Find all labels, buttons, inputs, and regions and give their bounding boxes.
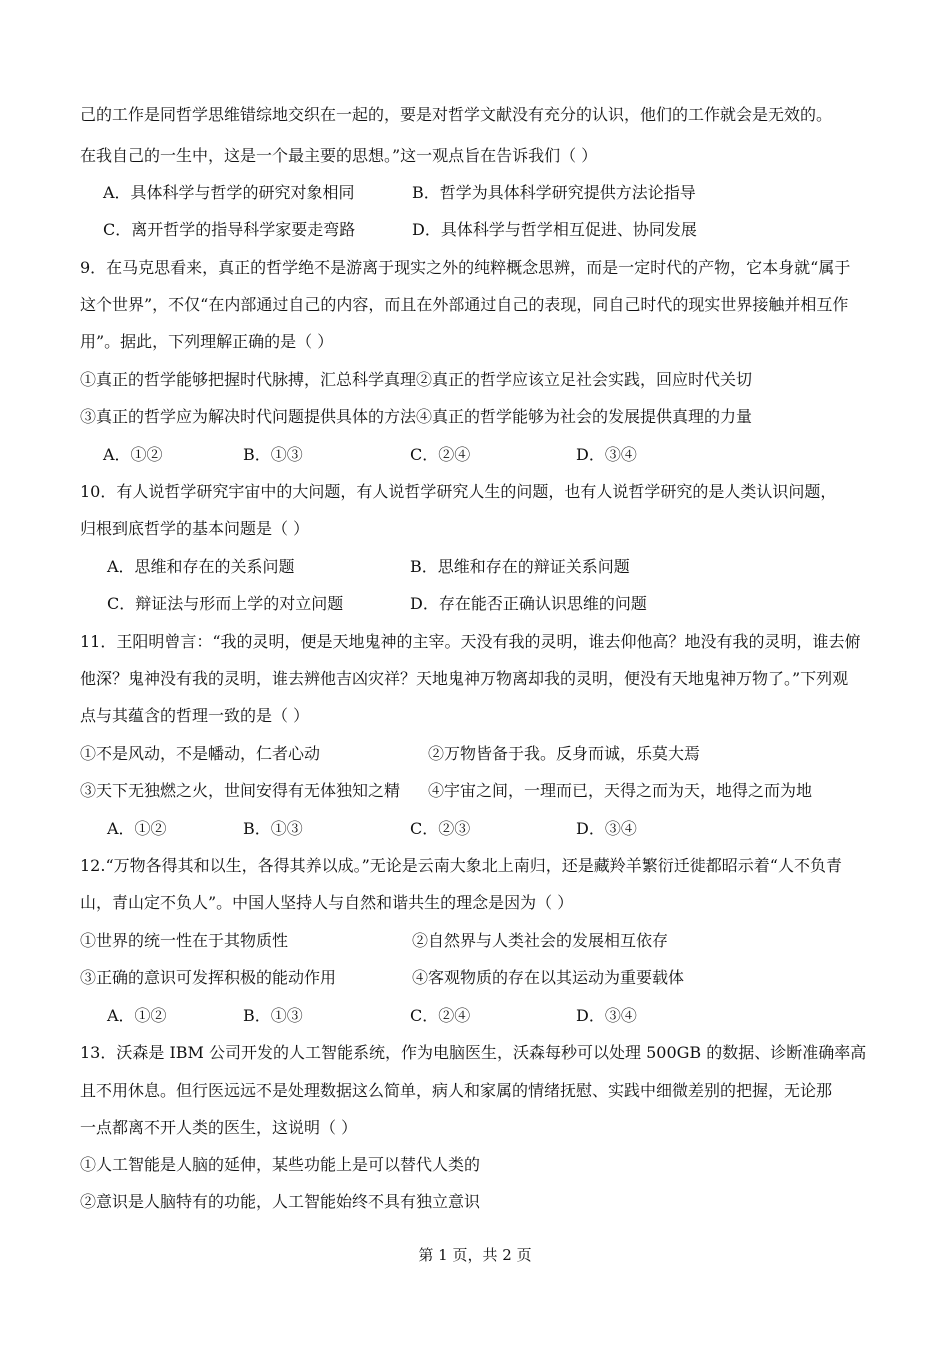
q10-option-b: B．思维和存在的辩证关系问题 xyxy=(410,557,630,576)
q10-option-c: C．辩证法与形而上学的对立问题 xyxy=(107,594,344,613)
q11-statement-1: ①不是风动，不是幡动，仁者心动 xyxy=(80,744,321,763)
q11-stem-line-1: 11．王阳明曾言：“我的灵明，便是天地鬼神的主宰。天没有我的灵明，谁去仰他高？地没有我的灵明，谁去俯 xyxy=(80,632,861,651)
q11-statement-2: ②万物皆备于我。反身而诚，乐莫大焉 xyxy=(428,744,701,763)
q10-option-a: A．思维和存在的关系问题 xyxy=(107,557,295,576)
q13-stem-line-2: 且不用休息。但行医远远不是处理数据这么简单，病人和家属的情绪抚慰、实践中细微差别的把握，无论那 xyxy=(80,1081,833,1100)
q9-stem-line-1: 9．在马克思看来，真正的哲学绝不是游离于现实之外的纯粹概念思辨，而是一定时代的产物，它本身就“属于 xyxy=(80,258,851,277)
q12-option-a: A．①② xyxy=(107,1006,167,1025)
q9-option-d: D．③④ xyxy=(576,445,637,464)
q12-stem-line-2: 山，青山定不负人”。中国人坚持人与自然和谐共生的理念是因为（ ） xyxy=(80,893,574,912)
q10-option-d: D．存在能否正确认识思维的问题 xyxy=(410,594,647,613)
q11-option-b: B．①③ xyxy=(243,819,303,838)
q10-stem-line-1: 10．有人说哲学研究宇宙中的大问题，有人说哲学研究人生的问题，也有人说哲学研究的是人类认识问题， xyxy=(80,482,837,501)
page-footer: 第 1 页，共 2 页 xyxy=(418,1246,532,1264)
q12-statement-2: ②自然界与人类社会的发展相互依存 xyxy=(412,931,669,950)
q13-stem-line-1: 13．沃森是 IBM 公司开发的人工智能系统，作为电脑医生，沃森每秒可以处理 500GB 的数据、诊断准确率高 xyxy=(80,1043,867,1062)
q8-option-a: A．具体科学与哲学的研究对象相同 xyxy=(103,183,355,202)
q9-stem-line-3: 用”。据此，下列理解正确的是（ ） xyxy=(80,332,334,351)
q9-option-a: A．①② xyxy=(103,445,163,464)
q12-statement-3: ③正确的意识可发挥积极的能动作用 xyxy=(80,968,337,987)
q11-option-a: A．①② xyxy=(107,819,167,838)
q11-option-c: C．②③ xyxy=(410,819,471,838)
q8-option-c: C．离开哲学的指导科学家要走弯路 xyxy=(103,220,356,239)
q8-text-line-2: 在我自己的一生中，这是一个最主要的思想。”这一观点旨在告诉我们（ ） xyxy=(80,146,598,165)
q12-statement-4: ④客观物质的存在以其运动为重要载体 xyxy=(412,968,685,987)
q11-option-d: D．③④ xyxy=(576,819,637,838)
q8-option-b: B．哲学为具体科学研究提供方法论指导 xyxy=(412,183,696,202)
q11-statement-4: ④宇宙之间，一理而已，天得之而为天，地得之而为地 xyxy=(428,781,813,800)
q12-stem-line-1: 12.“万物各得其和以生，各得其养以成。”无论是云南大象北上南归，还是藏羚羊繁衍迁徙都昭示着“人不负青 xyxy=(80,856,842,875)
q8-text-line-1: 己的工作是同哲学思维错综地交织在一起的，要是对哲学文献没有充分的认识，他们的工作就会是无效的。 xyxy=(80,105,833,124)
q11-stem-line-3: 点与其蕴含的哲理一致的是（ ） xyxy=(80,706,310,725)
q13-statement-1: ①人工智能是人脑的延伸，某些功能上是可以替代人类的 xyxy=(80,1155,481,1174)
q13-statement-2: ②意识是人脑特有的功能，人工智能始终不具有独立意识 xyxy=(80,1192,481,1211)
q9-stem-line-2: 这个世界”，不仅“在内部通过自己的内容，而且在外部通过自己的表现，同自己时代的现实世界接触并相互作 xyxy=(80,295,849,314)
q12-statement-1: ①世界的统一性在于其物质性 xyxy=(80,931,289,950)
q9-option-b: B．①③ xyxy=(243,445,303,464)
q8-option-d: D．具体科学与哲学相互促进、协同发展 xyxy=(412,220,697,239)
q11-stem-line-2: 他深？鬼神没有我的灵明，谁去辨他吉凶灾祥？天地鬼神万物离却我的灵明，便没有天地鬼神万物了。”下列观 xyxy=(80,669,849,688)
q9-statements-2: ③真正的哲学应为解决时代问题提供具体的方法④真正的哲学能够为社会的发展提供真理的力量 xyxy=(80,407,753,426)
q9-statements-1: ①真正的哲学能够把握时代脉搏，汇总科学真理②真正的哲学应该立足社会实践，回应时代关切 xyxy=(80,370,753,389)
q12-option-d: D．③④ xyxy=(576,1006,637,1025)
q9-option-c: C．②④ xyxy=(410,445,471,464)
q12-option-b: B．①③ xyxy=(243,1006,303,1025)
q11-statement-3: ③天下无独燃之火，世间安得有无体独知之精 xyxy=(80,781,401,800)
q12-option-c: C．②④ xyxy=(410,1006,471,1025)
q13-stem-line-3: 一点都离不开人类的医生，这说明（ ） xyxy=(80,1118,358,1137)
q10-stem-line-2: 归根到底哲学的基本问题是（ ） xyxy=(80,519,310,538)
